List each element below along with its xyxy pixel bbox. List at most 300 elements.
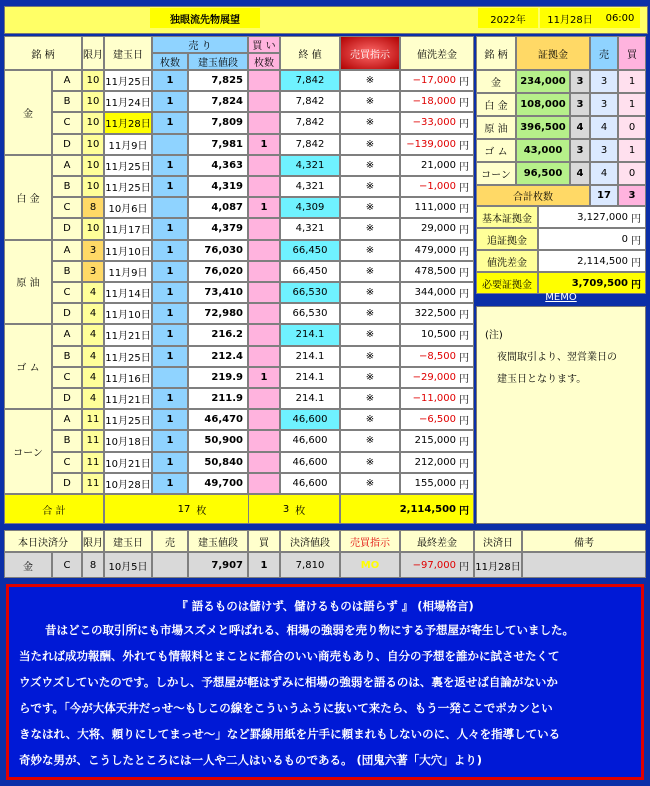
yen-label: 円	[631, 213, 641, 225]
col-header-kai: 買 い	[248, 36, 280, 53]
row-gengetsu: 4	[82, 388, 104, 409]
row-gengetsu: 4	[82, 303, 104, 324]
side-row-amount: 108,000	[516, 93, 570, 116]
row-baibai: ※	[340, 70, 400, 91]
col-header-tategyokubi: 建玉日	[104, 36, 152, 70]
row-gengetsu: 10	[82, 70, 104, 91]
row-owarine: 66,450	[280, 240, 340, 261]
yen-label: 円	[459, 416, 469, 428]
yen-label: 円	[459, 458, 469, 470]
summary-value-text: 3,127,000	[577, 211, 628, 223]
row-tategyoku-nedan: 73,410	[188, 282, 248, 303]
yen-label: 円	[631, 279, 641, 291]
row-tategyoku-nedan: 211.9	[188, 388, 248, 409]
yen-label: 円	[459, 352, 469, 364]
row-buy-count	[248, 282, 280, 303]
total-sum	[340, 494, 474, 524]
total-buy-count: 3	[282, 503, 290, 515]
side-row-sell: 3	[590, 139, 618, 162]
row-buy-count	[248, 324, 280, 345]
settled-header: 売	[152, 530, 188, 552]
row-baibai: ※	[340, 112, 400, 133]
summary-value-text: 3,709,500	[571, 277, 628, 289]
row-key: D	[52, 218, 82, 239]
side-header-kai: 買	[618, 36, 646, 70]
row-buy-count	[248, 388, 280, 409]
row-neaisakin-value: −18,000	[412, 96, 456, 108]
row-neaisakin-value: 155,000	[414, 477, 456, 489]
col-header-uri: 売 り	[152, 36, 248, 53]
settled-name: 金	[4, 552, 52, 578]
row-tategyokubi: 11月25日	[104, 176, 152, 197]
settled-tategyokubi: 10月5日	[104, 552, 152, 578]
row-tategyokubi: 11月25日	[104, 155, 152, 176]
total-sum-value: 2,114,500	[399, 503, 456, 515]
row-baibai: ※	[340, 261, 400, 282]
row-owarine: 214.1	[280, 367, 340, 388]
row-buy-count	[248, 218, 280, 239]
side-row-sell: 3	[590, 93, 618, 116]
row-neaisakin-value: −1,000	[418, 181, 456, 193]
row-neaisakin	[400, 324, 474, 345]
yen-label: 円	[459, 119, 469, 131]
row-gengetsu: 11	[82, 409, 104, 430]
row-key: D	[52, 388, 82, 409]
group-label: 金	[4, 70, 52, 155]
row-neaisakin-value: −6,500	[418, 414, 456, 426]
row-key: D	[52, 473, 82, 494]
group-label: 原 油	[4, 240, 52, 325]
row-neaisakin	[400, 367, 474, 388]
row-gengetsu: 11	[82, 473, 104, 494]
row-neaisakin-value: 215,000	[414, 435, 456, 447]
row-sell-count: 1	[152, 176, 188, 197]
row-neaisakin	[400, 452, 474, 473]
quote-line: 当たれば成功報酬、外れても情報料とまことに都合のいい商売もあり、自分の予想を誰かに試させたくて	[19, 649, 560, 663]
row-sell-count: 1	[152, 324, 188, 345]
yen-label: 円	[459, 373, 469, 385]
row-baibai: ※	[340, 303, 400, 324]
row-owarine: 7,842	[280, 112, 340, 133]
row-buy-count	[248, 91, 280, 112]
row-neaisakin-value: 29,000	[421, 223, 456, 235]
row-neaisakin	[400, 261, 474, 282]
row-buy-count	[248, 70, 280, 91]
settled-result	[400, 552, 474, 578]
col-header-kai-maisu: 枚数	[248, 53, 280, 70]
side-row-count: 3	[570, 139, 590, 162]
row-sell-count: 1	[152, 91, 188, 112]
side-row-count: 4	[570, 162, 590, 185]
side-row-name: コーン	[476, 162, 516, 185]
header-year: 2022年	[478, 8, 538, 28]
row-gengetsu: 4	[82, 367, 104, 388]
side-row-sell: 4	[590, 162, 618, 185]
side-row-count: 4	[570, 116, 590, 139]
side-row-count: 3	[570, 70, 590, 93]
row-neaisakin-value: −29,000	[412, 371, 456, 383]
yen-label: 円	[459, 505, 469, 517]
header-time: 06:00	[600, 8, 640, 28]
row-tategyoku-nedan: 219.9	[188, 367, 248, 388]
settled-close: 7,810	[280, 552, 340, 578]
row-sell-count: 1	[152, 112, 188, 133]
row-sell-count: 1	[152, 303, 188, 324]
col-header-baibai: 売買指示	[340, 36, 400, 70]
row-neaisakin-value: −8,500	[418, 350, 456, 362]
row-owarine: 7,842	[280, 91, 340, 112]
row-owarine: 46,600	[280, 409, 340, 430]
memo-line: 建玉日となります。	[497, 374, 587, 385]
row-tategyokubi: 11月14日	[104, 282, 152, 303]
row-buy-count	[248, 155, 280, 176]
summary-value-text: 0	[621, 233, 628, 245]
settled-header: 売買指示	[340, 530, 400, 552]
yen-label: 円	[459, 183, 469, 195]
row-neaisakin	[400, 409, 474, 430]
row-tategyoku-nedan: 76,020	[188, 261, 248, 282]
row-sell-count: 1	[152, 282, 188, 303]
settled-result-value: −97,000	[412, 559, 456, 571]
row-key: A	[52, 155, 82, 176]
side-row-buy: 0	[618, 162, 646, 185]
row-key: C	[52, 112, 82, 133]
yen-label: 円	[459, 77, 469, 89]
row-buy-count: 1	[248, 134, 280, 155]
row-buy-count	[248, 430, 280, 451]
row-buy-count	[248, 452, 280, 473]
yen-label: 円	[459, 395, 469, 407]
row-tategyoku-nedan: 76,030	[188, 240, 248, 261]
side-header-uri: 売	[590, 36, 618, 70]
row-sell-count: 1	[152, 409, 188, 430]
yen-label: 円	[459, 267, 469, 279]
row-baibai: ※	[340, 91, 400, 112]
row-key: A	[52, 240, 82, 261]
quote-line: きなはれ、大将、頼りにしてまっせ〜」など罫線用紙を片手に頼まれもしないのに、人々を指導している	[19, 727, 561, 741]
row-tategyoku-nedan: 7,809	[188, 112, 248, 133]
row-key: B	[52, 176, 82, 197]
summary-label: 追証拠金	[476, 228, 538, 250]
side-total-sell: 17	[590, 185, 618, 206]
side-row-buy: 1	[618, 93, 646, 116]
settled-baibai: MO	[340, 552, 400, 578]
yen-label: 円	[459, 561, 469, 573]
row-neaisakin	[400, 218, 474, 239]
row-gengetsu: 10	[82, 134, 104, 155]
summary-value	[538, 206, 646, 228]
row-neaisakin-value: 212,000	[414, 456, 456, 468]
row-neaisakin	[400, 240, 474, 261]
row-neaisakin	[400, 197, 474, 218]
row-tategyokubi: 11月25日	[104, 409, 152, 430]
row-baibai: ※	[340, 367, 400, 388]
settled-header: 最終差金	[400, 530, 474, 552]
side-row-buy: 1	[618, 70, 646, 93]
row-tategyokubi: 11月9日	[104, 134, 152, 155]
row-neaisakin	[400, 155, 474, 176]
row-neaisakin	[400, 282, 474, 303]
row-tategyokubi: 11月21日	[104, 388, 152, 409]
row-gengetsu: 3	[82, 261, 104, 282]
row-neaisakin-value: 322,500	[414, 308, 456, 320]
row-owarine: 4,321	[280, 155, 340, 176]
settled-header: 買	[248, 530, 280, 552]
row-owarine: 4,309	[280, 197, 340, 218]
side-header-shokokin: 証拠金	[516, 36, 590, 70]
row-owarine: 46,600	[280, 430, 340, 451]
row-tategyokubi: 10月28日	[104, 473, 152, 494]
summary-value	[538, 250, 646, 272]
row-neaisakin-value: 21,000	[421, 159, 456, 171]
side-row-count: 3	[570, 93, 590, 116]
quote-box	[6, 584, 644, 780]
row-owarine: 46,600	[280, 473, 340, 494]
row-owarine: 7,842	[280, 70, 340, 91]
row-neaisakin	[400, 176, 474, 197]
summary-value-text: 2,114,500	[577, 255, 628, 267]
settled-header: 建玉日	[104, 530, 152, 552]
row-sell-count: 1	[152, 155, 188, 176]
row-tategyoku-nedan: 4,087	[188, 197, 248, 218]
side-row-name: 金	[476, 70, 516, 93]
row-key: C	[52, 282, 82, 303]
settled-sell	[152, 552, 188, 578]
row-gengetsu: 10	[82, 112, 104, 133]
row-neaisakin-value: −17,000	[412, 75, 456, 87]
yen-label: 円	[459, 140, 469, 152]
quote-line: らです。「今が大体天井だっせ〜もしこの線をこういうふうに抜いて来たら、もう一発ここでポカンとい	[19, 701, 553, 715]
side-total-buy: 3	[618, 185, 646, 206]
row-buy-count	[248, 112, 280, 133]
row-key: C	[52, 197, 82, 218]
row-baibai: ※	[340, 176, 400, 197]
row-tategyokubi: 11月28日	[104, 112, 152, 133]
row-neaisakin-value: 479,000	[414, 244, 456, 256]
quote-line: 昔はどこの取引所にも市場スズメと呼ばれる、相場の強弱を売り物にする予想屋が寄生していました。	[45, 623, 574, 637]
yen-label: 円	[459, 204, 469, 216]
memo-line: (注)	[485, 330, 503, 341]
row-sell-count	[152, 367, 188, 388]
row-tategyoku-nedan: 7,981	[188, 134, 248, 155]
row-neaisakin-value: −33,000	[412, 117, 456, 129]
row-owarine: 4,321	[280, 176, 340, 197]
row-tategyokubi: 11月24日	[104, 91, 152, 112]
row-tategyoku-nedan: 50,900	[188, 430, 248, 451]
memo-title: MEMO	[545, 291, 577, 303]
row-gengetsu: 11	[82, 430, 104, 451]
row-baibai: ※	[340, 324, 400, 345]
row-sell-count: 1	[152, 452, 188, 473]
row-baibai: ※	[340, 218, 400, 239]
row-neaisakin-value: 478,500	[414, 265, 456, 277]
row-sell-count: 1	[152, 218, 188, 239]
row-buy-count	[248, 261, 280, 282]
row-tategyokubi: 11月10日	[104, 303, 152, 324]
row-tategyoku-nedan: 212.4	[188, 346, 248, 367]
row-baibai: ※	[340, 430, 400, 451]
row-tategyokubi: 11月25日	[104, 346, 152, 367]
settled-header: 建玉値段	[188, 530, 248, 552]
total-buy	[248, 494, 340, 524]
yen-label: 円	[459, 161, 469, 173]
unit-label: 枚	[196, 505, 207, 517]
settled-header: 決済値段	[280, 530, 340, 552]
row-baibai: ※	[340, 282, 400, 303]
yen-label: 円	[459, 98, 469, 110]
side-row-buy: 1	[618, 139, 646, 162]
side-row-sell: 3	[590, 70, 618, 93]
row-key: A	[52, 70, 82, 91]
row-neaisakin-value: −139,000	[406, 138, 456, 150]
group-label: 白 金	[4, 155, 52, 240]
row-tategyoku-nedan: 50,840	[188, 452, 248, 473]
row-tategyokubi: 11月10日	[104, 240, 152, 261]
settled-gengetsu: 8	[82, 552, 104, 578]
row-neaisakin	[400, 388, 474, 409]
settled-price: 7,907	[188, 552, 248, 578]
settled-header: 決済日	[474, 530, 522, 552]
row-tategyoku-nedan: 4,379	[188, 218, 248, 239]
row-gengetsu: 4	[82, 346, 104, 367]
row-neaisakin	[400, 112, 474, 133]
row-tategyokubi: 11月25日	[104, 70, 152, 91]
row-buy-count	[248, 473, 280, 494]
row-neaisakin	[400, 346, 474, 367]
row-buy-count: 1	[248, 197, 280, 218]
group-label: ゴ ム	[4, 324, 52, 409]
side-row-amount: 43,000	[516, 139, 570, 162]
row-tategyoku-nedan: 216.2	[188, 324, 248, 345]
memo-line: 夜間取引より、翌営業日の	[497, 352, 617, 363]
settled-key: C	[52, 552, 82, 578]
row-sell-count: 1	[152, 240, 188, 261]
row-tategyokubi: 10月6日	[104, 197, 152, 218]
row-buy-count	[248, 346, 280, 367]
group-label: コーン	[4, 409, 52, 494]
settled-header: 限月	[82, 530, 104, 552]
side-row-name: ゴ ム	[476, 139, 516, 162]
side-row-amount: 396,500	[516, 116, 570, 139]
row-tategyoku-nedan: 4,319	[188, 176, 248, 197]
row-key: B	[52, 430, 82, 451]
summary-label: 基本証拠金	[476, 206, 538, 228]
yen-label: 円	[459, 331, 469, 343]
row-owarine: 214.1	[280, 324, 340, 345]
total-sell-count: 17	[177, 503, 191, 515]
row-baibai: ※	[340, 155, 400, 176]
row-neaisakin	[400, 473, 474, 494]
yen-label: 円	[459, 246, 469, 258]
memo-box	[476, 306, 646, 524]
row-sell-count	[152, 197, 188, 218]
row-key: C	[52, 367, 82, 388]
row-sell-count	[152, 134, 188, 155]
row-baibai: ※	[340, 240, 400, 261]
row-owarine: 4,321	[280, 218, 340, 239]
row-sell-count: 1	[152, 388, 188, 409]
row-key: C	[52, 452, 82, 473]
row-key: A	[52, 324, 82, 345]
row-owarine: 46,600	[280, 452, 340, 473]
row-neaisakin	[400, 303, 474, 324]
row-gengetsu: 4	[82, 324, 104, 345]
col-header-uri-maisu: 枚数	[152, 53, 188, 70]
row-neaisakin-value: 10,500	[421, 329, 456, 341]
side-row-name: 白 金	[476, 93, 516, 116]
settled-header: 備考	[522, 530, 646, 552]
yen-label: 円	[631, 257, 641, 269]
row-tategyokubi: 10月18日	[104, 430, 152, 451]
row-neaisakin	[400, 91, 474, 112]
col-header-owarine: 終 値	[280, 36, 340, 70]
row-owarine: 66,530	[280, 282, 340, 303]
row-buy-count	[248, 240, 280, 261]
row-neaisakin-value: 111,000	[414, 202, 456, 214]
row-tategyoku-nedan: 4,363	[188, 155, 248, 176]
row-key: A	[52, 409, 82, 430]
summary-label: 値洗差金	[476, 250, 538, 272]
side-row-name: 原 油	[476, 116, 516, 139]
row-tategyokubi: 11月9日	[104, 261, 152, 282]
row-sell-count: 1	[152, 430, 188, 451]
yen-label: 円	[459, 479, 469, 491]
row-baibai: ※	[340, 197, 400, 218]
row-neaisakin	[400, 430, 474, 451]
row-baibai: ※	[340, 452, 400, 473]
quote-line: 奇妙な男が、こうしたところには一人や二人はいるものである。 (団鬼六著「大穴」より)	[19, 753, 483, 767]
yen-label: 円	[459, 310, 469, 322]
row-baibai: ※	[340, 409, 400, 430]
side-row-buy: 0	[618, 116, 646, 139]
row-key: D	[52, 134, 82, 155]
row-key: B	[52, 346, 82, 367]
row-owarine: 7,842	[280, 134, 340, 155]
row-owarine: 66,530	[280, 303, 340, 324]
total-label: 合 計	[4, 494, 104, 524]
row-sell-count: 1	[152, 70, 188, 91]
side-row-amount: 96,500	[516, 162, 570, 185]
summary-label: 必要証拠金	[476, 272, 538, 294]
row-baibai: ※	[340, 346, 400, 367]
col-header-gengetsu: 限月	[82, 36, 104, 70]
row-owarine: 214.1	[280, 388, 340, 409]
row-tategyoku-nedan: 49,700	[188, 473, 248, 494]
row-key: B	[52, 261, 82, 282]
quote-line: ウズウズしていたのです。しかし、予想屋が軽はずみに相場の強弱を語るのは、裏を返せば自論がないか	[19, 675, 558, 689]
row-gengetsu: 11	[82, 452, 104, 473]
quote-title: 『 語るものは儲けず、儲けるものは語らず 』 (相場格言)	[176, 599, 474, 613]
row-neaisakin-value: 344,000	[414, 287, 456, 299]
row-sell-count: 1	[152, 473, 188, 494]
row-gengetsu: 10	[82, 218, 104, 239]
settled-buy: 1	[248, 552, 280, 578]
row-tategyokubi: 11月21日	[104, 324, 152, 345]
row-gengetsu: 10	[82, 91, 104, 112]
settled-note	[522, 552, 646, 578]
row-tategyokubi: 10月21日	[104, 452, 152, 473]
row-neaisakin	[400, 134, 474, 155]
row-neaisakin	[400, 70, 474, 91]
row-sell-count: 1	[152, 346, 188, 367]
row-owarine: 66,450	[280, 261, 340, 282]
yen-label: 円	[459, 437, 469, 449]
unit-label: 枚	[295, 505, 306, 517]
side-total-label: 合計枚数	[476, 185, 590, 206]
row-neaisakin-value: −11,000	[412, 393, 456, 405]
row-baibai: ※	[340, 473, 400, 494]
row-gengetsu: 3	[82, 240, 104, 261]
